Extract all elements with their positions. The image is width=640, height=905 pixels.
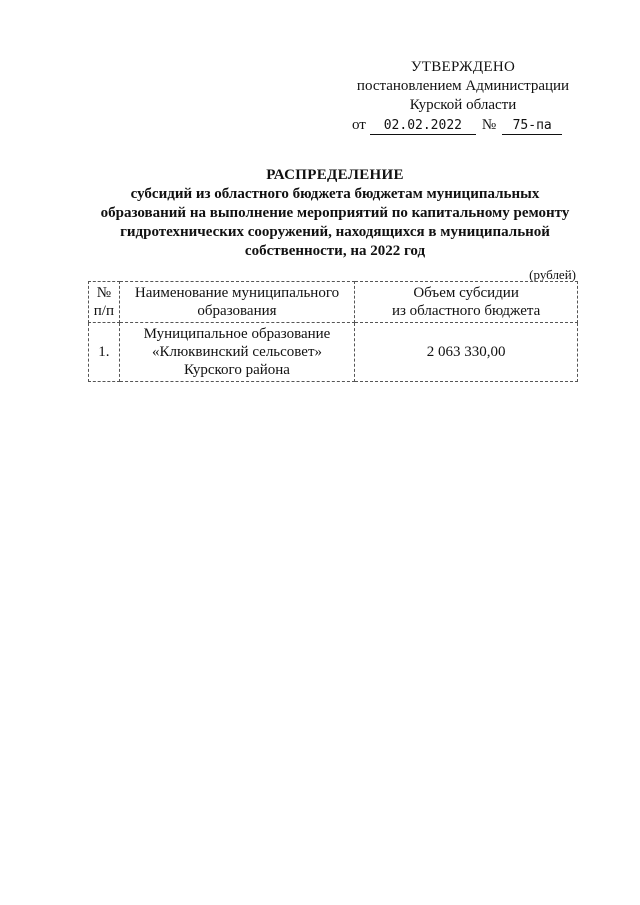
table-row [89,323,578,382]
heading-title: РАСПРЕДЕЛЕНИЕ [266,167,404,183]
header-num-line-2: п/п [93,303,114,319]
heading-line-1: субсидий из областного бюджета бюджетам муниципальных [130,186,540,202]
number-sign: № [481,117,497,133]
header-name-line-1: Наименование муниципального [134,285,340,301]
header-name-line-2: образования [197,303,277,319]
row-name-line-2: «Клюквинский сельсовет» [151,344,323,360]
row-amount: 2 063 330,00 [355,323,578,382]
row-name [119,323,354,382]
header-name [119,282,354,323]
row-num: 1. [89,323,120,382]
header-num-line-1: № [96,285,112,301]
row-name-line-3: Курского района [184,362,290,378]
approval-line-2: Курской области [409,97,517,113]
heading-line-2: образований на выполнение мероприятий по капитальному ремонту [100,205,570,221]
approval-number: 75-па [502,118,562,135]
approval-line-1: постановлением Администрации [356,78,570,94]
date-prefix: от [352,117,366,133]
document-heading [95,166,575,261]
approval-stamp [352,58,574,135]
approval-title: УТВЕРЖДЕНО [410,59,516,75]
header-num [89,282,120,323]
subsidy-table [88,281,578,382]
heading-line-3: гидротехнических сооружений, находящихся в муниципальной [120,224,550,240]
approval-date-line [352,116,574,135]
header-amount-line-2: из областного бюджета [391,303,541,319]
units-note: (рублей) [529,267,576,282]
row-name-line-1: Муниципальное образование [143,326,331,342]
header-amount-line-1: Объем субсидии [413,285,519,301]
heading-line-4: собственности, на 2022 год [244,243,426,259]
approval-date: 02.02.2022 [370,118,476,135]
header-amount [355,282,578,323]
table-header-row [89,282,578,323]
